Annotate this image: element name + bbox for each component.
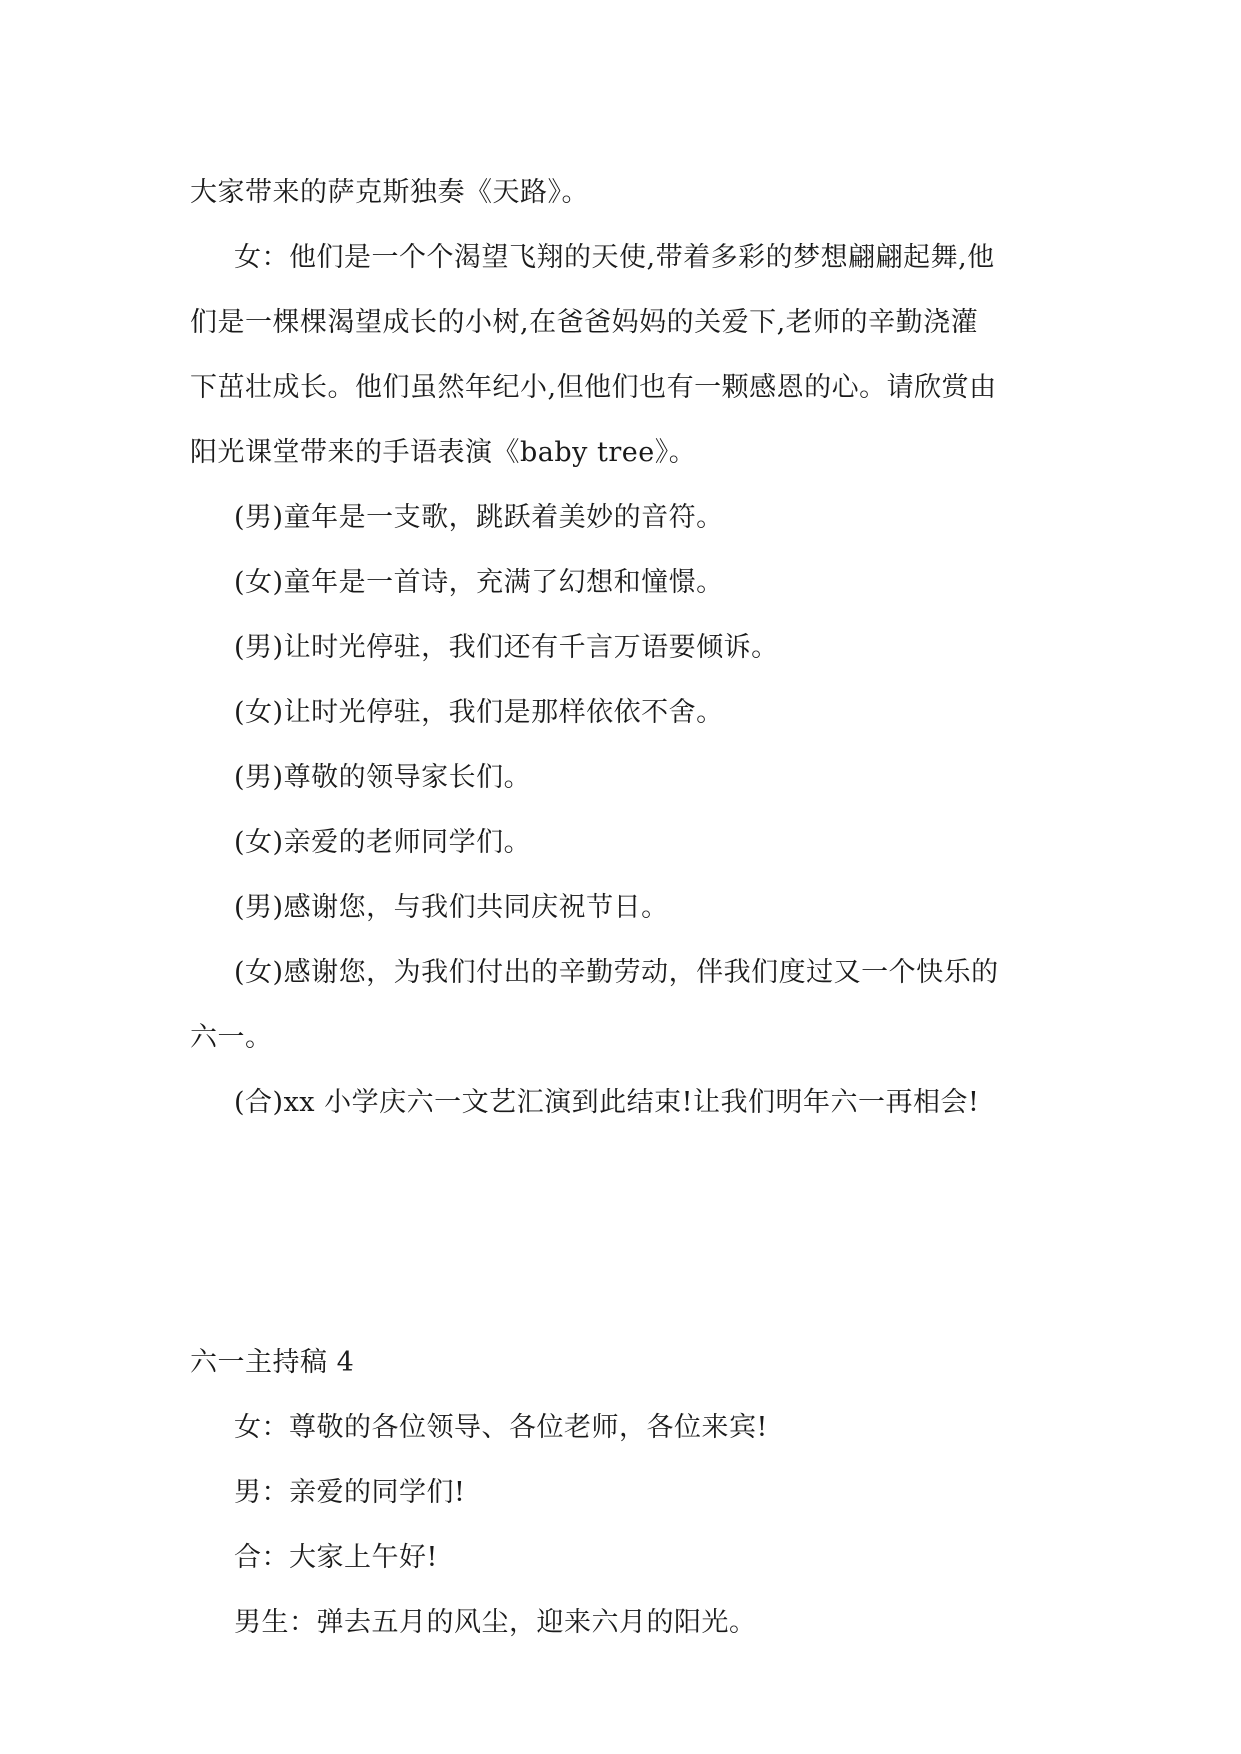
- text-line: (男)感谢您，与我们共同庆祝节日。: [234, 892, 669, 923]
- text-line: 下茁壮成长。他们虽然年纪小,但他们也有一颗感恩的心。请欣赏由: [190, 372, 997, 403]
- text-line: (女)亲爱的老师同学们。: [234, 827, 532, 858]
- section-title: 六一主持稿 4: [190, 1347, 355, 1378]
- text-line: 合：大家上午好!: [234, 1542, 438, 1573]
- text-line: (男)尊敬的领导家长们。: [234, 762, 532, 793]
- text-line: 阳光课堂带来的手语表演《baby tree》。: [190, 437, 697, 468]
- text-line: (女)感谢您，为我们付出的辛勤劳动，伴我们度过又一个快乐的: [234, 957, 999, 988]
- text-line: 男：亲爱的同学们!: [234, 1477, 466, 1508]
- text-line: 女：他们是一个个渴望飞翔的天使,带着多彩的梦想翩翩起舞,他: [234, 242, 995, 273]
- text-line: (男)童年是一支歌，跳跃着美妙的音符。: [234, 502, 724, 533]
- section-gap: [190, 1135, 1070, 1330]
- text-line: (合)xx 小学庆六一文艺汇演到此结束!让我们明年六一再相会!: [234, 1087, 980, 1118]
- text-line: 女：尊敬的各位领导、各位老师，各位来宾!: [234, 1412, 768, 1443]
- text-line: (男)让时光停驻，我们还有千言万语要倾诉。: [234, 632, 779, 663]
- text-line: 六一。: [190, 1022, 273, 1053]
- document-body: [190, 160, 1070, 1655]
- text-line: 大家带来的萨克斯独奏《天路》。: [190, 177, 589, 208]
- text-line: 们是一棵棵渴望成长的小树,在爸爸妈妈的关爱下,老师的辛勤浇灌: [190, 307, 979, 338]
- text-line: 男生：弹去五月的风尘，迎来六月的阳光。: [234, 1607, 757, 1638]
- text-line: (女)童年是一首诗，充满了幻想和憧憬。: [234, 567, 724, 598]
- text-line: (女)让时光停驻，我们是那样依依不舍。: [234, 697, 724, 728]
